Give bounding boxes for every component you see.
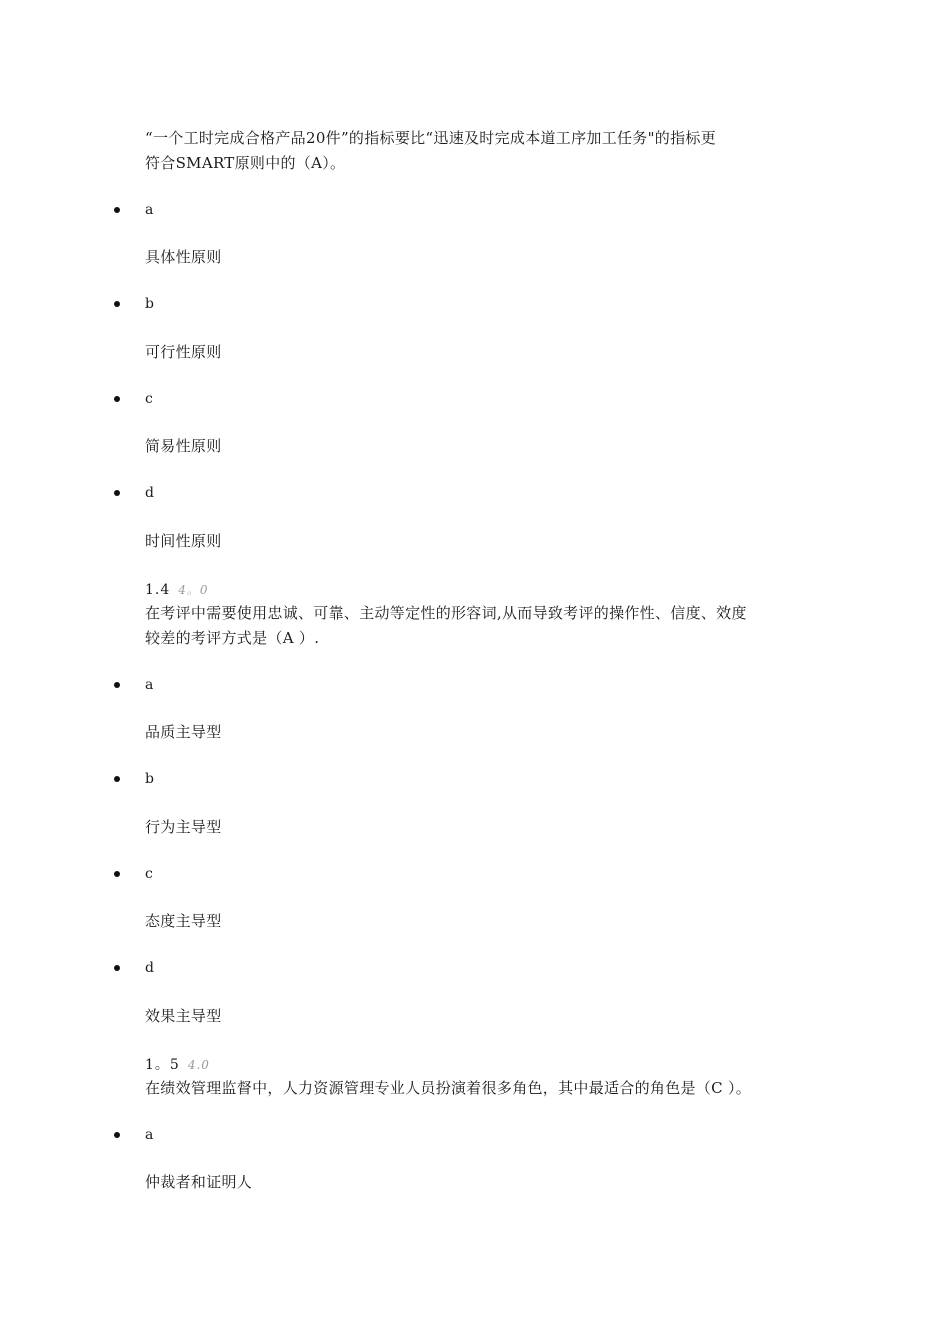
bullet-icon (114, 301, 120, 307)
bullet-icon (114, 396, 120, 402)
question-3-stem-line-1: 在绩效管理监督中，人力资源管理专业人员扮演着很多角色，其中最适合的角色是（C ）。 (145, 1079, 752, 1097)
option-letter: a (145, 1127, 154, 1143)
option-letter: c (145, 866, 153, 882)
question-2-stem-line-1: 在考评中需要使用忠诚、可靠、主动等定性的形容词,从而导致考评的操作性、信度、效度 (145, 604, 747, 622)
question-score: 4.0 (187, 1058, 210, 1072)
bullet-icon (114, 965, 120, 971)
option-text: 时间性原则 (145, 532, 222, 550)
question-2-stem-line-2: 较差的考评方式是（A ）. (145, 629, 320, 647)
question-number: 1.4 (145, 582, 171, 598)
question-header (145, 578, 209, 601)
bullet-icon (114, 1132, 120, 1138)
bullet-icon (114, 682, 120, 688)
option-letter: d (145, 485, 154, 501)
option-letter: b (145, 771, 154, 787)
option-text: 效果主导型 (145, 1007, 222, 1025)
bullet-icon (114, 490, 120, 496)
question-1-stem-line-2: 符合SMART原则中的（A）。 (145, 154, 346, 172)
option-letter: a (145, 202, 154, 218)
question-1-stem-line-1: “一个工时完成合格产品20件”的指标要比“迅速及时完成本道工序加工任务"的指标更 (145, 129, 716, 147)
option-letter: c (145, 391, 153, 407)
option-text: 可行性原则 (145, 343, 222, 361)
option-text: 简易性原则 (145, 437, 222, 455)
option-text: 品质主导型 (145, 723, 222, 741)
option-letter: d (145, 960, 154, 976)
option-text: 仲裁者和证明人 (145, 1173, 253, 1191)
option-text: 行为主导型 (145, 818, 222, 836)
option-text: 态度主导型 (145, 912, 222, 930)
option-letter: b (145, 296, 154, 312)
option-letter: a (145, 677, 154, 693)
question-score: 4。0 (178, 583, 209, 597)
question-header (145, 1053, 210, 1076)
option-text: 具体性原则 (145, 248, 222, 266)
bullet-icon (114, 207, 120, 213)
question-number: 1。5 (145, 1057, 180, 1073)
bullet-icon (114, 871, 120, 877)
bullet-icon (114, 776, 120, 782)
